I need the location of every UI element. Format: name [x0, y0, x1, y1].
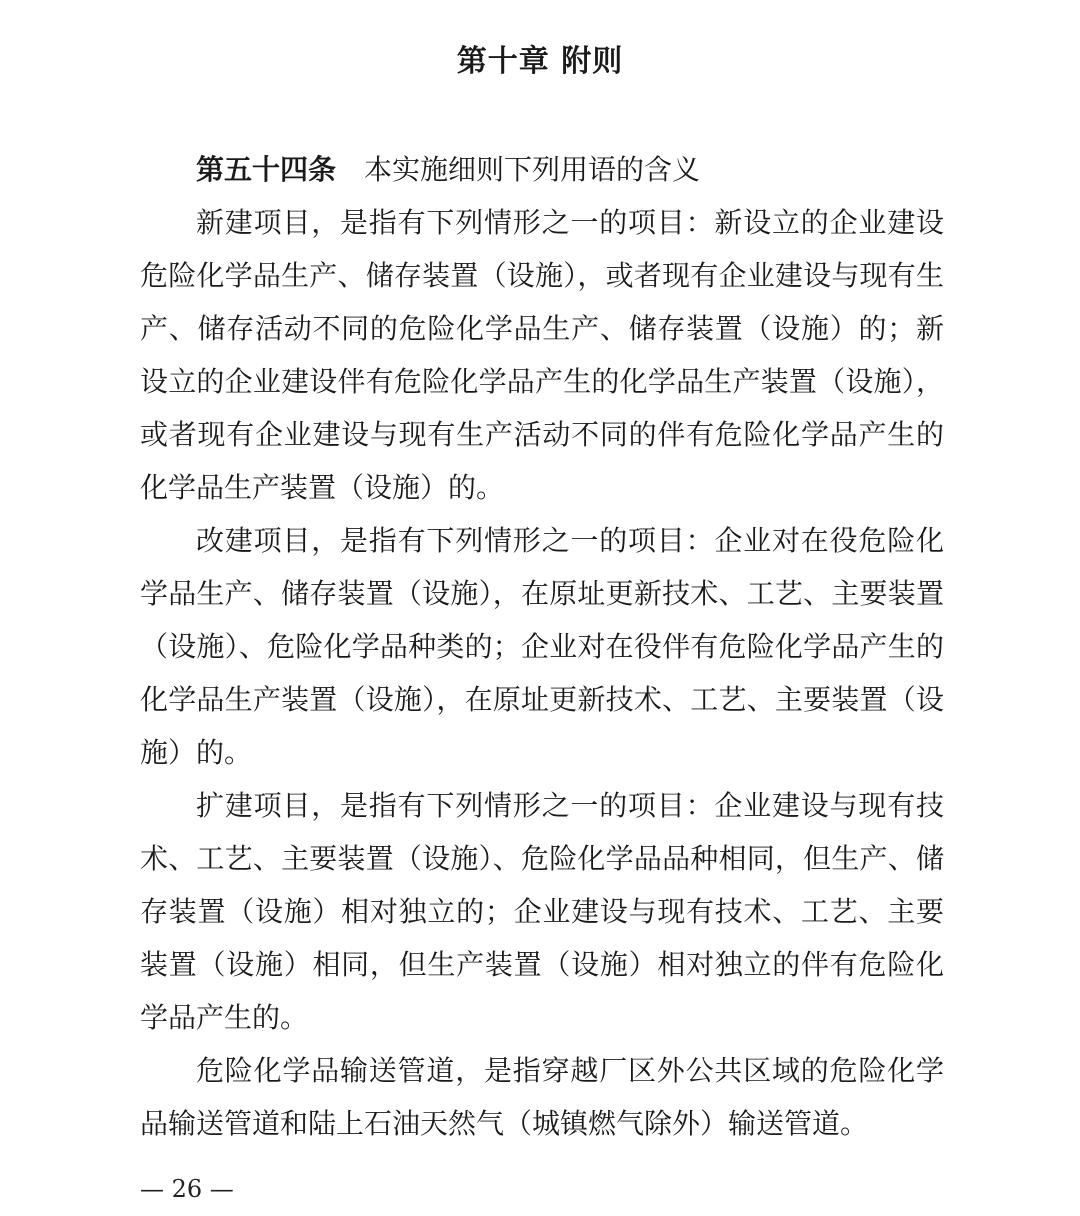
article-title: 本实施细则下列用语的含义: [364, 153, 701, 186]
page-number: — 26 —: [140, 1175, 234, 1203]
paragraph-pipeline: 危险化学品输送管道，是指穿越厂区外公共区域的危险化学品输送管道和陆上石油天然气（城镇燃气除外）输送管道。: [140, 1054, 944, 1140]
paragraph-renovation: 改建项目，是指有下列情形之一的项目：企业对在役危险化学品生产、储存装置（设施），在原址更新技术、工艺、主要装置（设施）、危险化学品种类的；企业对在役伴有危险化学品产生的化学品生产装置（设施），在原址更新技术、工艺、主要装置（设施）的。: [140, 524, 944, 769]
chapter-title: 第十章 附则: [456, 44, 624, 79]
document-body: [140, 143, 944, 1150]
article-number: 第五十四条: [196, 153, 337, 186]
article-heading-paragraph: [140, 143, 944, 196]
paragraph-new-construction: 新建项目，是指有下列情形之一的项目：新设立的企业建设危险化学品生产、储存装置（设施），或者现有企业建设与现有生产、储存活动不同的危险化学品生产、储存装置（设施）的；新设立的企业建设伴有危险化学品产生的化学品生产装置（设施），或者现有企业建设与现有生产活动不同的伴有危险化学品产生的化学品生产装置（设施）的。: [140, 206, 944, 504]
paragraph-expansion: 扩建项目，是指有下列情形之一的项目：企业建设与现有技术、工艺、主要装置（设施）、危险化学品品种相同，但生产、储存装置（设施）相对独立的；企业建设与现有技术、工艺、主要装置（设施）相同，但生产装置（设施）相对独立的伴有危险化学品产生的。: [140, 789, 944, 1034]
